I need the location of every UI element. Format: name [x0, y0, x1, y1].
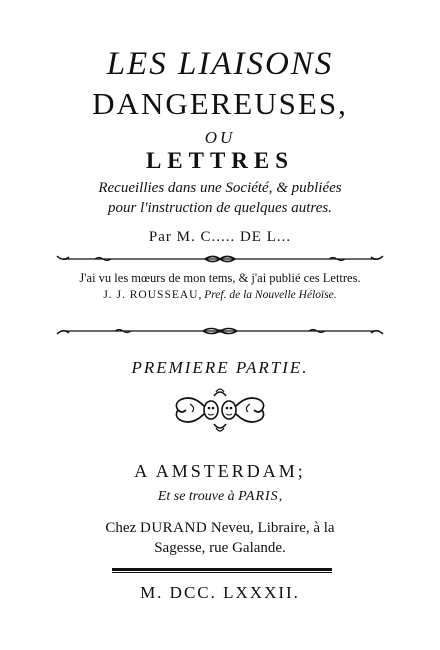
- subtitle: LETTRES: [145, 148, 295, 173]
- bookseller-name: DURAND: [139, 520, 208, 536]
- ornamental-rule-bottom: [55, 326, 385, 336]
- description-line-2: pour l'instruction de quelques autres.: [108, 200, 332, 216]
- author-line: Par M. C..... DE L...: [148, 229, 292, 245]
- epigraph-text: J'ai vu les mœurs de mon tems, & j'ai publié ces Lettres.: [79, 271, 361, 285]
- imprint-place: A AMSTERDAM;: [134, 461, 306, 481]
- sold-suffix: ,: [278, 489, 283, 504]
- title-line-1: LES LIAISONS: [106, 46, 334, 82]
- epigraph-source: , Pref. de la Nouvelle Héloïse.: [198, 289, 337, 301]
- description-line-1: Recueillies dans une Société, & publiées: [98, 180, 342, 196]
- printers-ornament-icon: [170, 386, 270, 434]
- imprint-sold-at: [0, 490, 440, 504]
- imprint-address: Sagesse, rue Galande.: [154, 540, 286, 556]
- sold-prefix: Et se trouve à: [157, 489, 239, 504]
- title-conjunction: OU: [204, 128, 236, 147]
- bookseller-prefix: Chez: [105, 520, 140, 536]
- imprint-bookseller: [0, 521, 440, 536]
- imprint-year: M. DCC. LXXXII.: [140, 583, 300, 602]
- ornamental-rule-top: [55, 254, 385, 264]
- bookseller-rest: Neveu, Libraire, à la: [207, 520, 335, 536]
- epigraph-attribution: [0, 290, 440, 302]
- sold-city: PARIS: [238, 489, 279, 504]
- title-line-2: DANGEREUSES,: [92, 86, 348, 121]
- double-rule-divider: [112, 568, 332, 573]
- epigraph-author: J. J. ROUSSEAU: [103, 289, 199, 301]
- volume-label: PREMIERE PARTIE.: [131, 358, 309, 377]
